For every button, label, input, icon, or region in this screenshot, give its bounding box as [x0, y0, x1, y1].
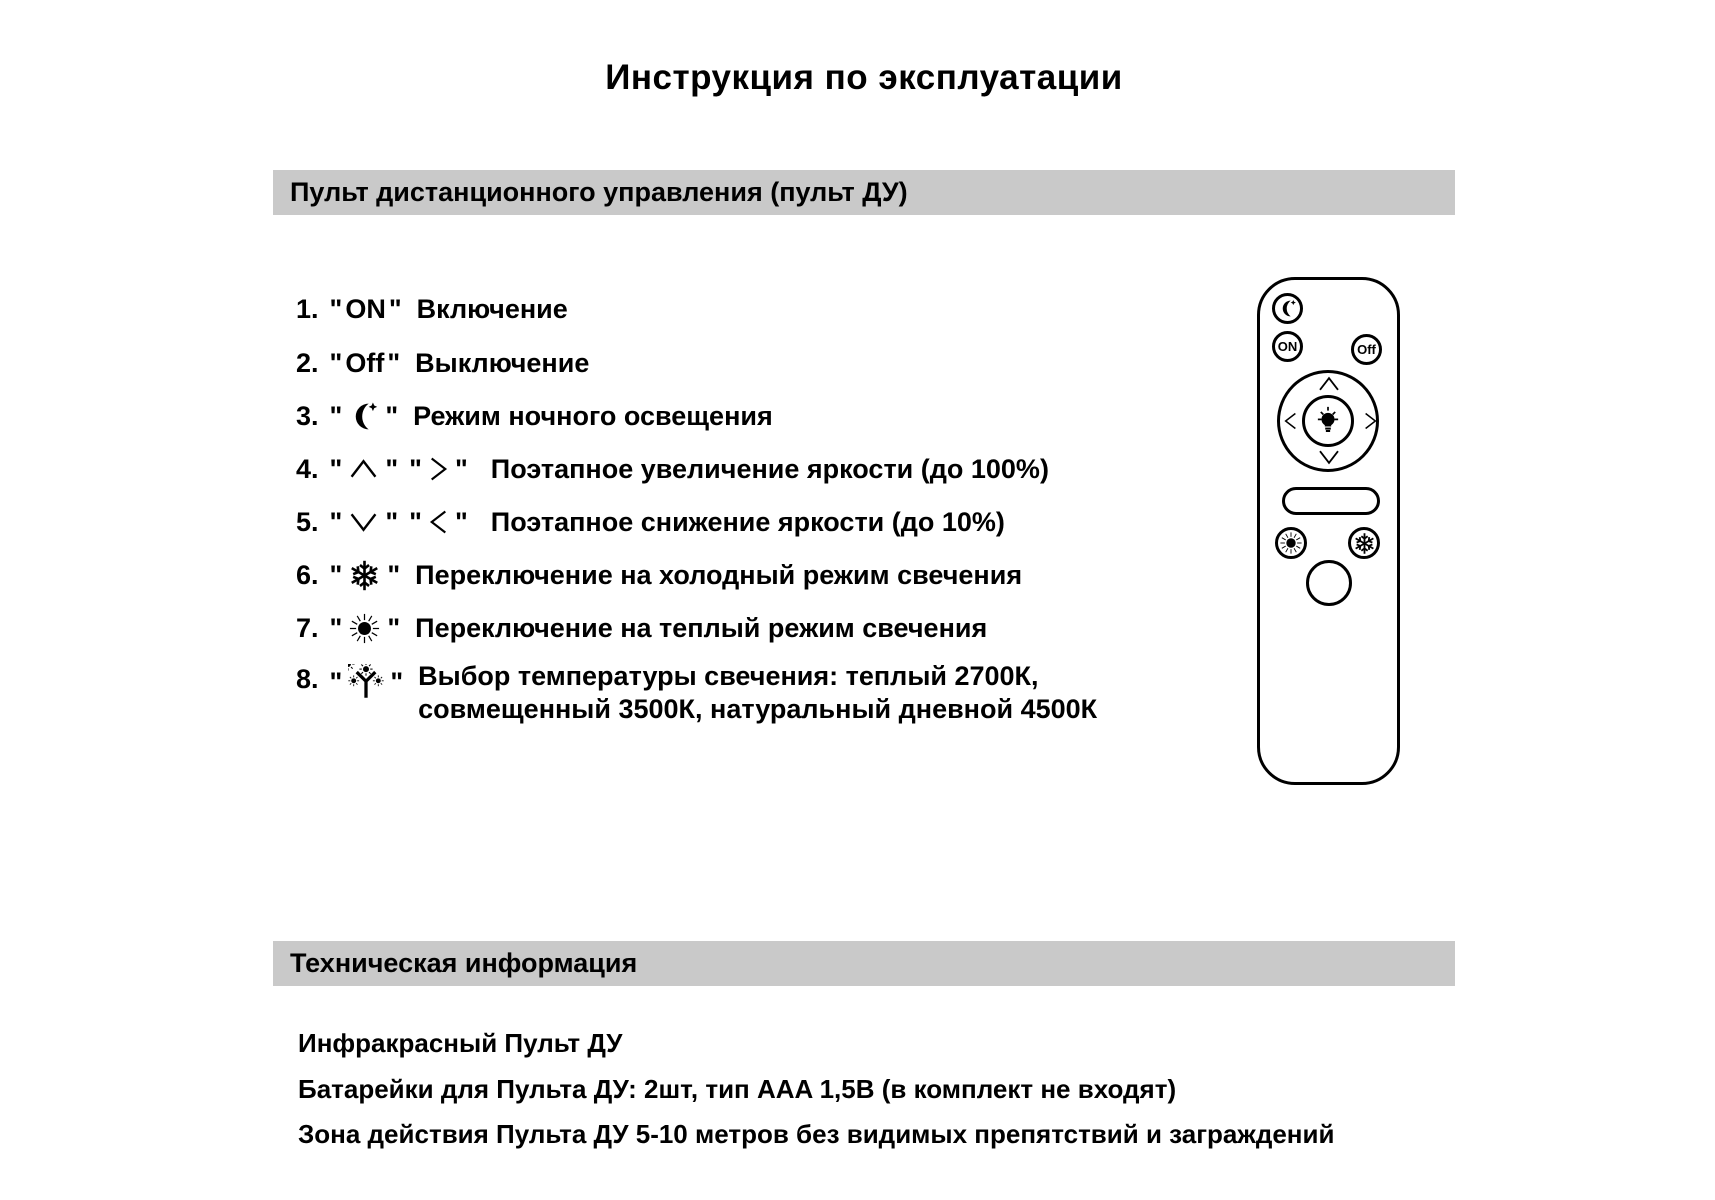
item-number: 5. — [296, 506, 319, 537]
item-label: Выключение — [415, 347, 590, 378]
moon-icon — [1278, 299, 1297, 318]
item-label: Переключение на холодный режим свечения — [415, 559, 1023, 590]
item-label: Поэтапное снижение яркости (до 10%) — [490, 506, 1005, 537]
chevron-right-icon — [428, 454, 449, 484]
cold-light-button — [1348, 527, 1380, 559]
quote-mark: " — [385, 506, 399, 537]
item-number: 7. — [296, 612, 319, 643]
moon-icon — [348, 401, 379, 432]
quote-mark: " — [329, 347, 343, 378]
warm-sun-icon — [1279, 531, 1303, 555]
round-button — [1306, 560, 1352, 606]
on-button — [1272, 331, 1303, 362]
warm-sun-icon — [348, 612, 381, 645]
quote-mark: " — [388, 293, 402, 324]
tech-info-line: Зона действия Пульта ДУ 5-10 метров без видимых препятствий и заграждений — [298, 1119, 1335, 1149]
quote-mark: " — [387, 347, 401, 378]
quote-mark: " — [329, 559, 343, 590]
quote-mark: " — [329, 293, 343, 324]
list-item-warm-mode — [296, 610, 987, 646]
chevron-left-icon — [428, 507, 449, 537]
list-item-night-mode — [296, 398, 773, 434]
bulb-icon — [1312, 405, 1344, 437]
item-label-line2: совмещенный 3500К, натуральный дневной 4500К — [418, 694, 1098, 724]
nav-center-button — [1302, 395, 1354, 447]
list-item-brightness-down — [296, 504, 1005, 540]
night-mode-button — [1272, 293, 1303, 324]
quote-mark: " — [329, 506, 343, 537]
quote-mark: " — [409, 453, 422, 484]
list-item-cold-mode — [296, 557, 1022, 593]
quote-mark: " — [329, 612, 343, 643]
quote-mark: " — [329, 453, 343, 484]
off-button-label: Off — [1357, 342, 1376, 357]
on-code: ON — [345, 293, 386, 324]
item-number: 4. — [296, 453, 319, 484]
list-item-on — [296, 291, 568, 327]
list-item-temperature-select — [296, 663, 1097, 726]
item-label — [418, 660, 1097, 726]
on-button-label: ON — [1277, 339, 1298, 354]
nav-right-icon — [1363, 408, 1378, 434]
quote-mark: " — [329, 400, 343, 431]
snowflake-icon — [1353, 532, 1376, 555]
item-label: Включение — [416, 293, 568, 324]
chevron-up-icon — [348, 457, 379, 481]
quote-mark: " — [387, 559, 401, 590]
quote-mark: " — [385, 453, 399, 484]
temperature-select-icon — [348, 664, 384, 700]
warm-light-button — [1275, 527, 1307, 559]
item-label: Поэтапное увеличение яркости (до 100%) — [490, 453, 1049, 484]
item-number: 1. — [296, 293, 319, 324]
quote-mark: " — [454, 506, 468, 537]
nav-left-icon — [1283, 408, 1298, 434]
quote-mark: " — [387, 612, 401, 643]
page-title: Инструкция по эксплуатации — [605, 58, 1123, 97]
quote-mark: " — [385, 400, 399, 431]
section-header-remote: Пульт дистанционного управления (пульт ДУ) — [273, 170, 1455, 215]
item-number: 6. — [296, 559, 319, 590]
quote-mark: " — [390, 666, 404, 697]
item-label: Режим ночного освещения — [413, 400, 773, 431]
snowflake-icon — [348, 559, 381, 592]
quote-mark: " — [454, 453, 468, 484]
chevron-down-icon — [348, 510, 379, 534]
item-label-line1: Выбор температуры свечения: теплый 2700К, — [418, 661, 1039, 691]
off-code: Off — [345, 347, 385, 378]
item-label: Переключение на теплый режим свечения — [415, 612, 988, 643]
remote-control-illustration — [1257, 277, 1400, 785]
nav-down-icon — [1316, 448, 1342, 466]
off-button — [1351, 334, 1382, 365]
tech-info-line: Батарейки для Пульта ДУ: 2шт, тип AAA 1,5В (в комплект не входят) — [298, 1074, 1177, 1104]
section-header-tech: Техническая информация — [273, 941, 1455, 986]
quote-mark: " — [409, 506, 422, 537]
list-item-off — [296, 345, 589, 381]
quote-mark: " — [329, 666, 343, 697]
item-number: 3. — [296, 400, 319, 431]
item-number: 8. — [296, 664, 319, 694]
tech-info-line: Инфракрасный Пульт ДУ — [298, 1028, 623, 1058]
nav-up-icon — [1316, 375, 1342, 393]
list-item-brightness-up — [296, 451, 1049, 487]
item-number: 2. — [296, 347, 319, 378]
scene-button — [1282, 487, 1380, 515]
